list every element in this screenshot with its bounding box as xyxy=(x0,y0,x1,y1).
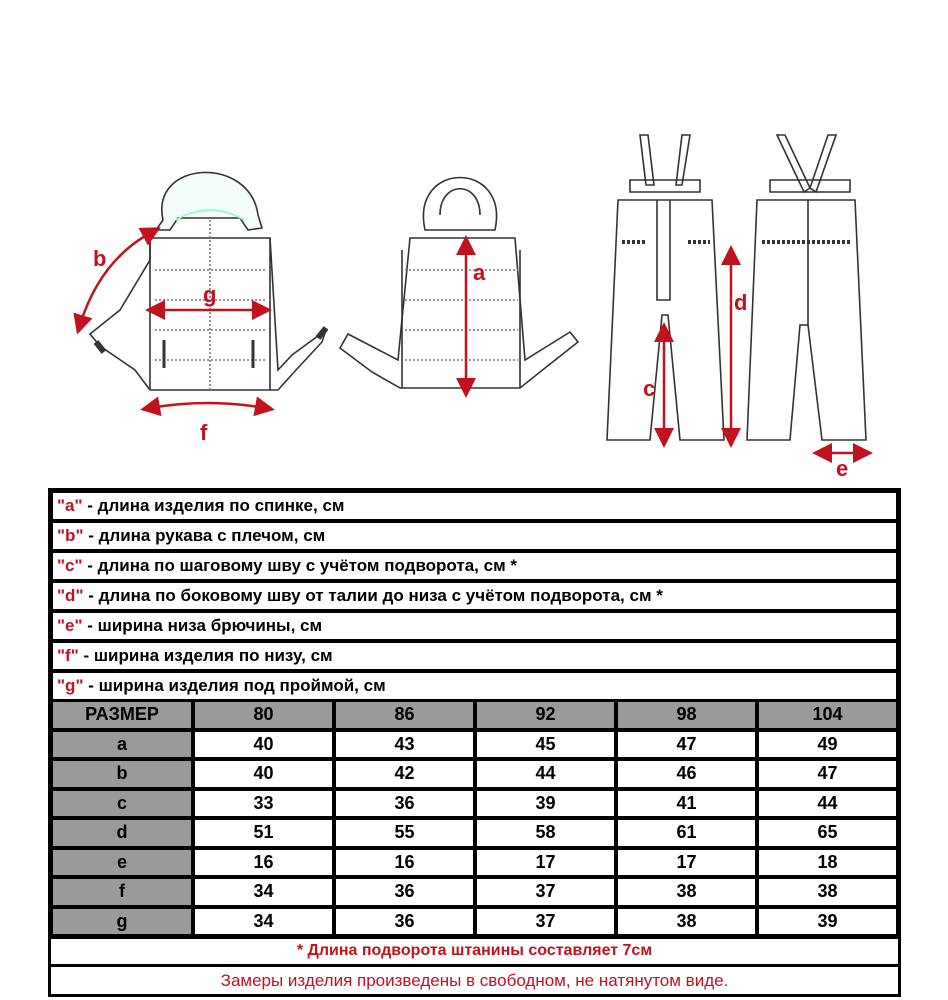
legend-text: - ширина изделия по низу, см xyxy=(78,646,333,665)
table-cell: 46 xyxy=(616,759,757,789)
table-cell: 37 xyxy=(475,907,616,937)
label-f: f xyxy=(200,420,208,445)
table-row xyxy=(51,848,898,878)
table-cell: 37 xyxy=(475,877,616,907)
table-cell: 61 xyxy=(616,818,757,848)
legend-key: "c" xyxy=(57,556,83,575)
legend-row xyxy=(51,641,898,671)
legend-row xyxy=(51,611,898,641)
table-cell: 16 xyxy=(334,848,475,878)
table-cell: 55 xyxy=(334,818,475,848)
table-cell: 34 xyxy=(193,907,334,937)
legend-row xyxy=(51,491,898,521)
legend-row xyxy=(51,581,898,611)
table-row xyxy=(51,818,898,848)
size-header-cell: 80 xyxy=(193,700,334,730)
table-cell: 49 xyxy=(757,730,898,760)
legend-text: - ширина изделия под проймой, см xyxy=(83,676,386,695)
table-row xyxy=(51,877,898,907)
label-d: d xyxy=(734,290,748,315)
measurement-method-note: Замеры изделия произведены в свободном, не натянутом виде. xyxy=(48,967,901,997)
legend-key: "a" xyxy=(57,496,83,515)
table-cell: 41 xyxy=(616,789,757,819)
legend-key: "g" xyxy=(57,676,84,695)
legend-row xyxy=(51,551,898,581)
size-header-cell: 98 xyxy=(616,700,757,730)
size-header-label: РАЗМЕР xyxy=(51,700,193,730)
overalls-back-drawing xyxy=(747,135,866,440)
row-label: c xyxy=(51,789,193,819)
legend-text: - длина по шаговому шву с учётом подворота, см * xyxy=(82,556,517,575)
measurement-legend xyxy=(48,488,901,704)
table-cell: 36 xyxy=(334,877,475,907)
table-cell: 36 xyxy=(334,789,475,819)
measure-f-arrow xyxy=(150,403,265,408)
table-cell: 38 xyxy=(757,877,898,907)
table-cell: 36 xyxy=(334,907,475,937)
table-cell: 38 xyxy=(616,907,757,937)
table-cell: 17 xyxy=(616,848,757,878)
table-cell: 43 xyxy=(334,730,475,760)
row-label: f xyxy=(51,877,193,907)
label-g: g xyxy=(203,282,217,307)
table-cell: 58 xyxy=(475,818,616,848)
legend-key: "b" xyxy=(57,526,84,545)
table-cell: 40 xyxy=(193,730,334,760)
table-cell: 65 xyxy=(757,818,898,848)
legend-text: - длина по боковому шву от талии до низа с учётом подворота, см * xyxy=(83,586,663,605)
legend-row xyxy=(51,521,898,551)
legend-text: - длина рукава с плечом, см xyxy=(83,526,326,545)
legend-key: "e" xyxy=(57,616,83,635)
table-row xyxy=(51,907,898,937)
table-cell: 39 xyxy=(757,907,898,937)
table-cell: 40 xyxy=(193,759,334,789)
legend-key: "f" xyxy=(57,646,79,665)
table-cell: 16 xyxy=(193,848,334,878)
table-cell: 38 xyxy=(616,877,757,907)
cuff-length-note: * Длина подворота штанины составляет 7см xyxy=(48,937,901,967)
label-e: e xyxy=(836,456,849,480)
size-header-row xyxy=(51,700,898,730)
table-cell: 44 xyxy=(757,789,898,819)
size-header-cell: 104 xyxy=(757,700,898,730)
table-cell: 47 xyxy=(616,730,757,760)
table-cell: 18 xyxy=(757,848,898,878)
legend-text: - длина изделия по спинке, см xyxy=(82,496,345,515)
table-cell: 45 xyxy=(475,730,616,760)
garment-measurement-diagram xyxy=(0,120,948,480)
legend-row xyxy=(51,671,898,701)
jacket-back-drawing xyxy=(340,178,578,389)
size-chart-table xyxy=(48,700,901,939)
label-a: a xyxy=(473,260,486,285)
table-cell: 34 xyxy=(193,877,334,907)
table-cell: 47 xyxy=(757,759,898,789)
legend-text: - ширина низа брючины, см xyxy=(82,616,323,635)
row-label: g xyxy=(51,907,193,937)
table-cell: 17 xyxy=(475,848,616,878)
legend-key: "d" xyxy=(57,586,84,605)
table-cell: 44 xyxy=(475,759,616,789)
table-cell: 39 xyxy=(475,789,616,819)
table-row xyxy=(51,730,898,760)
table-row xyxy=(51,759,898,789)
row-label: a xyxy=(51,730,193,760)
measure-b-arrow xyxy=(80,232,152,325)
table-cell: 33 xyxy=(193,789,334,819)
row-label: d xyxy=(51,818,193,848)
row-label: b xyxy=(51,759,193,789)
table-row xyxy=(51,789,898,819)
overalls-front-drawing xyxy=(607,135,724,440)
table-cell: 51 xyxy=(193,818,334,848)
size-header-cell: 86 xyxy=(334,700,475,730)
row-label: e xyxy=(51,848,193,878)
size-header-cell: 92 xyxy=(475,700,616,730)
table-cell: 42 xyxy=(334,759,475,789)
label-b: b xyxy=(93,246,107,271)
label-c: c xyxy=(643,376,656,401)
